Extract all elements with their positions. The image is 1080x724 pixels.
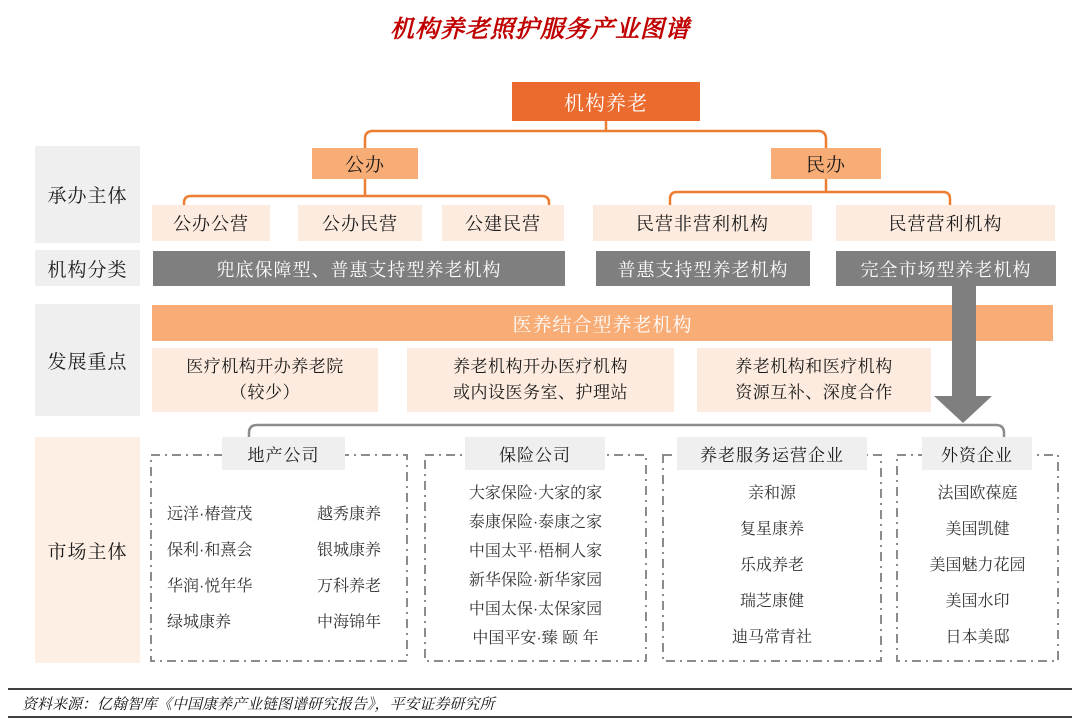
devbox-line: 医疗机构开办养老院 [186, 357, 344, 376]
node-public-public-run: 公办公营 [152, 205, 270, 241]
company-name: 法国欧葆庭 [937, 484, 1018, 502]
list-item [151, 569, 407, 605]
node-private-nonprofit: 民营非营利机构 [593, 205, 812, 241]
company-name: 中国太平·梧桐人家 [468, 542, 603, 560]
company-name: 美国凯健 [945, 520, 1010, 538]
flow-arrow-shaft [952, 286, 976, 398]
devbox-line: （较少） [230, 383, 300, 402]
market-header-foreign: 外资企业 [922, 437, 1032, 470]
company-name: 保利·和熹会 [167, 541, 253, 559]
devbox-line: 养老机构开办医疗机构 [453, 357, 628, 376]
list-item [151, 605, 407, 641]
page-title: 机构养老照护服务产业图谱 [390, 16, 690, 43]
market-header-operators: 养老服务运营企业 [677, 437, 867, 470]
connector-market-bracket [249, 425, 1004, 437]
company-name: 日本美邸 [945, 628, 1010, 646]
company-name: 迪马常青社 [731, 628, 812, 646]
node-private: 民办 [771, 148, 881, 179]
devbox-line: 养老机构和医疗机构 [735, 357, 893, 376]
node-public-built-private-run: 公建民营 [442, 205, 564, 241]
source-note: 资料来源：亿翰智库《中国康养产业链图谱研究报告》，平安证券研究所 [8, 688, 1072, 718]
company-name: 美国水印 [945, 592, 1010, 610]
company-name: 大家保险·大家的家 [468, 484, 603, 502]
market-list-insurance [425, 472, 646, 659]
list-item [151, 533, 407, 569]
development-box-resource-cooperation [697, 348, 931, 412]
row-label-market: 市场主体 [35, 437, 140, 663]
node-private-forprofit: 民营营利机构 [836, 205, 1055, 241]
market-header-real-estate: 地产公司 [222, 437, 345, 470]
row-label-classification: 机构分类 [35, 250, 140, 286]
market-list-foreign [897, 472, 1058, 659]
company-name: 乐成养老 [739, 556, 804, 574]
connector-root-to-tier1 [365, 131, 826, 148]
company-name: 新华保险·新华家园 [468, 571, 603, 589]
devbox-line: 资源互补、深度合作 [735, 383, 893, 402]
company-name: 泰康保险·泰康之家 [468, 513, 603, 531]
company-name: 万科养老 [317, 577, 382, 595]
company-name: 华润·悦年华 [167, 577, 253, 595]
development-banner-medical-care-integration: 医养结合型养老机构 [152, 305, 1053, 341]
market-header-insurance: 保险公司 [465, 437, 605, 470]
node-public-private-run: 公办民营 [298, 205, 422, 241]
company-name: 亲和源 [747, 484, 796, 502]
market-list-real-estate [151, 478, 407, 659]
company-name: 中海锦年 [317, 613, 382, 631]
node-public: 公办 [312, 148, 418, 179]
company-name: 中国太保·太保家园 [468, 600, 603, 618]
company-name: 绿城康养 [167, 613, 232, 631]
company-name: 中国平安·臻 颐 年 [472, 629, 599, 647]
row-label-organizer: 承办主体 [35, 146, 140, 243]
company-name: 美国魅力花园 [929, 556, 1026, 574]
connector-private-bracket [670, 192, 950, 205]
company-name: 瑞芝康健 [739, 592, 804, 610]
company-name: 越秀康养 [317, 505, 382, 523]
market-list-operators [663, 472, 881, 659]
flow-arrow-down-icon [934, 396, 992, 423]
devbox-line: 或内设医务室、护理站 [453, 383, 628, 402]
row-label-development: 发展重点 [35, 304, 140, 416]
company-name: 复星康养 [739, 520, 804, 538]
classification-full-market: 完全市场型养老机构 [836, 251, 1056, 286]
connector-public-bracket [184, 196, 549, 205]
company-name: 银城康养 [317, 541, 382, 559]
company-name: 远洋·椿萱茂 [167, 505, 253, 523]
list-item [151, 497, 407, 533]
node-institutional-eldercare: 机构养老 [512, 82, 700, 121]
classification-safety-net: 兜底保障型、普惠支持型养老机构 [153, 251, 565, 286]
classification-inclusive: 普惠支持型养老机构 [596, 251, 810, 286]
development-box-hospital-opens-nursing-home [152, 348, 378, 412]
development-box-nursing-home-opens-clinic [407, 348, 674, 412]
